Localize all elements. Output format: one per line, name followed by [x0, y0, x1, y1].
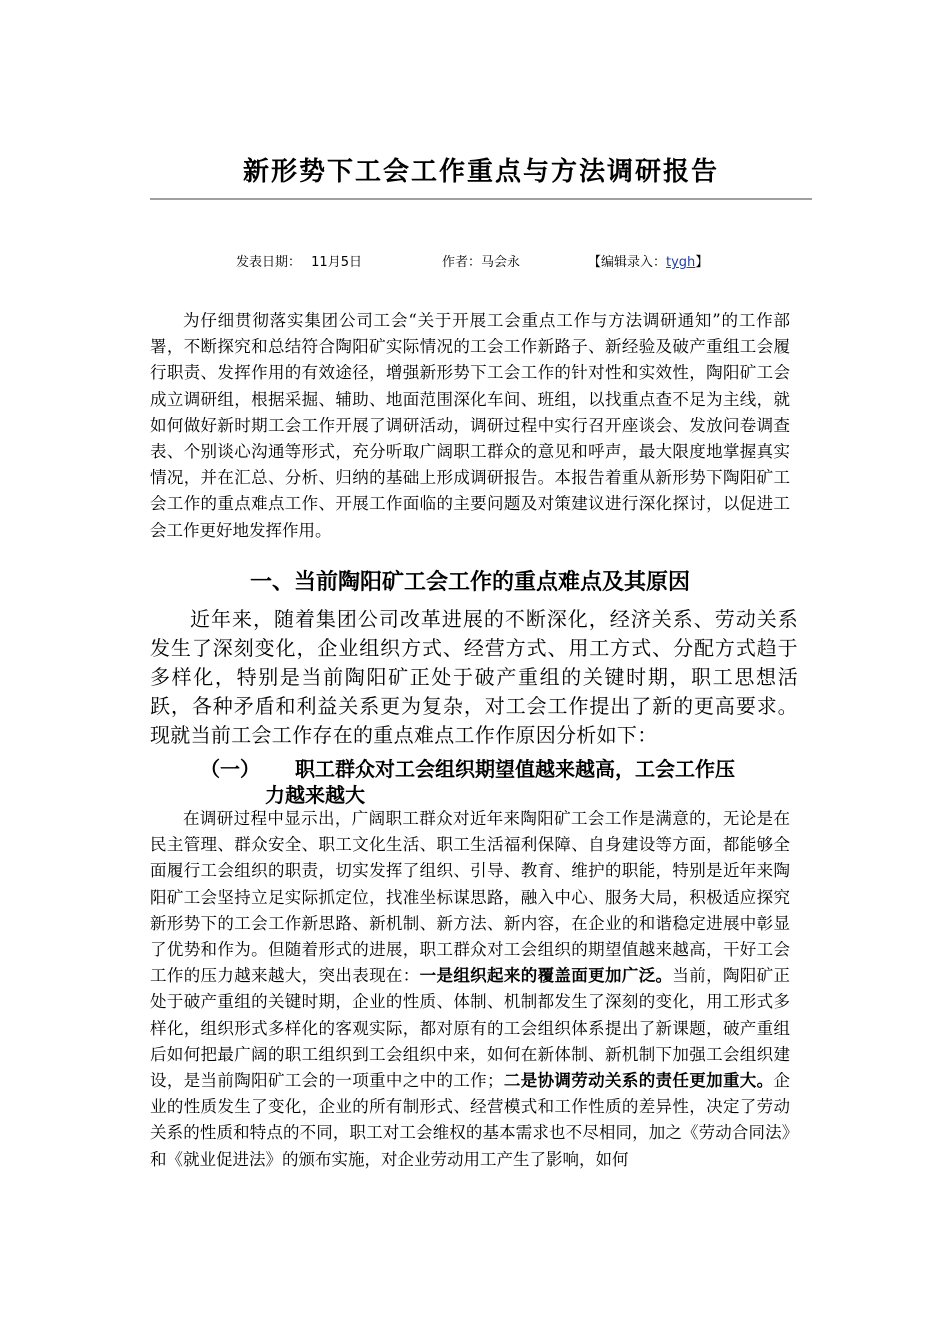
subsection-paragraph: [150, 806, 790, 1173]
intro-paragraph: 为仔细贯彻落实集团公司工会“关于开展工会重点工作与方法调研通知”的工作部署，不断探究和总结符合陶阳矿实际情况的工会工作新路子、新经验及破产重组工会履行职责、发挥作用的有效途径，增强新形势下工会工作的针对性和实效性，陶阳矿工会成立调研组，根据采掘、辅助、地面范围深化车间、班组，以找重点查不足为主线，就如何做好新时期工会工作开展了调研活动，调研过程中实行召开座谈会、发放问卷调查表、个别谈心沟通等形式，充分听取广阔职工群众的意见和呼声，最大限度地掌握真实情况，并在汇总、分析、归纳的基础上形成调研报告。本报告着重从新形势下陶阳矿工会工作的重点难点工作、开展工作面临的主要问题及对策建议进行深化探讨，以促进工会工作更好地发挥作用。: [150, 311, 790, 540]
subsection-number: （一）: [200, 757, 260, 781]
key-point-1: 一是组织起来的覆盖面更加广泛。: [419, 966, 673, 986]
article-title: 新形势下工会工作重点与方法调研报告: [242, 157, 719, 187]
paragraph-text-1: 在调研过程中显示出，广阔职工群众对近年来陶阳矿工会工作是满意的，无论是在民主管理、群众安全、职工文化生活、职工生活福利保障、自身建设等方面，都能够全面履行工会组织的职责，切实发挥了组织、引导、教育、维护的职能，特别是近年来陶阳矿工会坚持立足实际抓定位，找准坐标谋思路，融入中心、服务大局，积极适应探究新形势下的工会工作新思路、新机制、新方法、新内容，在企业的和谐稳定进展中彰显了优势和作为。但随着形式的进展，职工群众对工会组织的期望值越来越高，干好工会工作的压力越来越大，突出表现在：: [150, 809, 790, 986]
paragraph-text-2: 当前，陶阳矿正处于破产重组的关键时期，企业的性质、体制、机制都发生了深刻的变化，用工形式多样化，组织形式多样化的客观实际，都对原有的工会组织体系提出了新课题，破产重组后如何把最广阔的职工组织到工会组织中来，如何在新体制、新机制下加强工会组织建设，是当前陶阳矿工会的一项重中之中的工作；: [150, 966, 791, 1091]
subsection-title-line1: 职工群众对工会组织期望值越来越高，工会工作压: [295, 757, 735, 781]
editor-suffix: 】: [695, 255, 709, 270]
section-paragraph: 近年来，随着集团公司改革进展的不断深化，经济关系、劳动关系发生了深刻变化，企业组织方式、经营方式、用工方式、分配方式趋于多样化，特别是当前陶阳矿正处于破产重组的关键时期，职工思想活跃，各种矛盾和利益关系更为复杂，对工会工作提出了新的更高要求。现就当前工会工作存在的重点难点工作作原因分析如下：: [150, 607, 798, 747]
subsection-title-line2: 力越来越大: [265, 783, 365, 807]
title-divider: [150, 198, 812, 200]
editor-prefix: 【编辑录入：: [588, 255, 667, 270]
editor-info: [588, 254, 708, 272]
author-info: [442, 254, 520, 272]
editor-link[interactable]: tygh: [666, 255, 696, 270]
date-value: 11月5日: [311, 255, 362, 270]
key-point-2: 二是协调劳动关系的责任更加重大。: [503, 1071, 774, 1091]
paragraph-text-3: 企业的性质发生了变化，企业的所有制形式、经营模式和工作性质的差异性，决定了劳动关系的性质和特点的不同，职工对工会维权的基本需求也不尽相同，加之《劳动合同法》和《就业促进法》的颁布实施，对企业劳动用工产生了影响，如何: [150, 1071, 791, 1169]
section-heading: 一、当前陶阳矿工会工作的重点难点及其原因: [249, 569, 690, 595]
author-value: 马会永: [481, 255, 521, 270]
date-label: 发表日期：: [236, 255, 302, 270]
publish-date: [236, 254, 362, 272]
author-label: 作者：: [442, 255, 482, 270]
